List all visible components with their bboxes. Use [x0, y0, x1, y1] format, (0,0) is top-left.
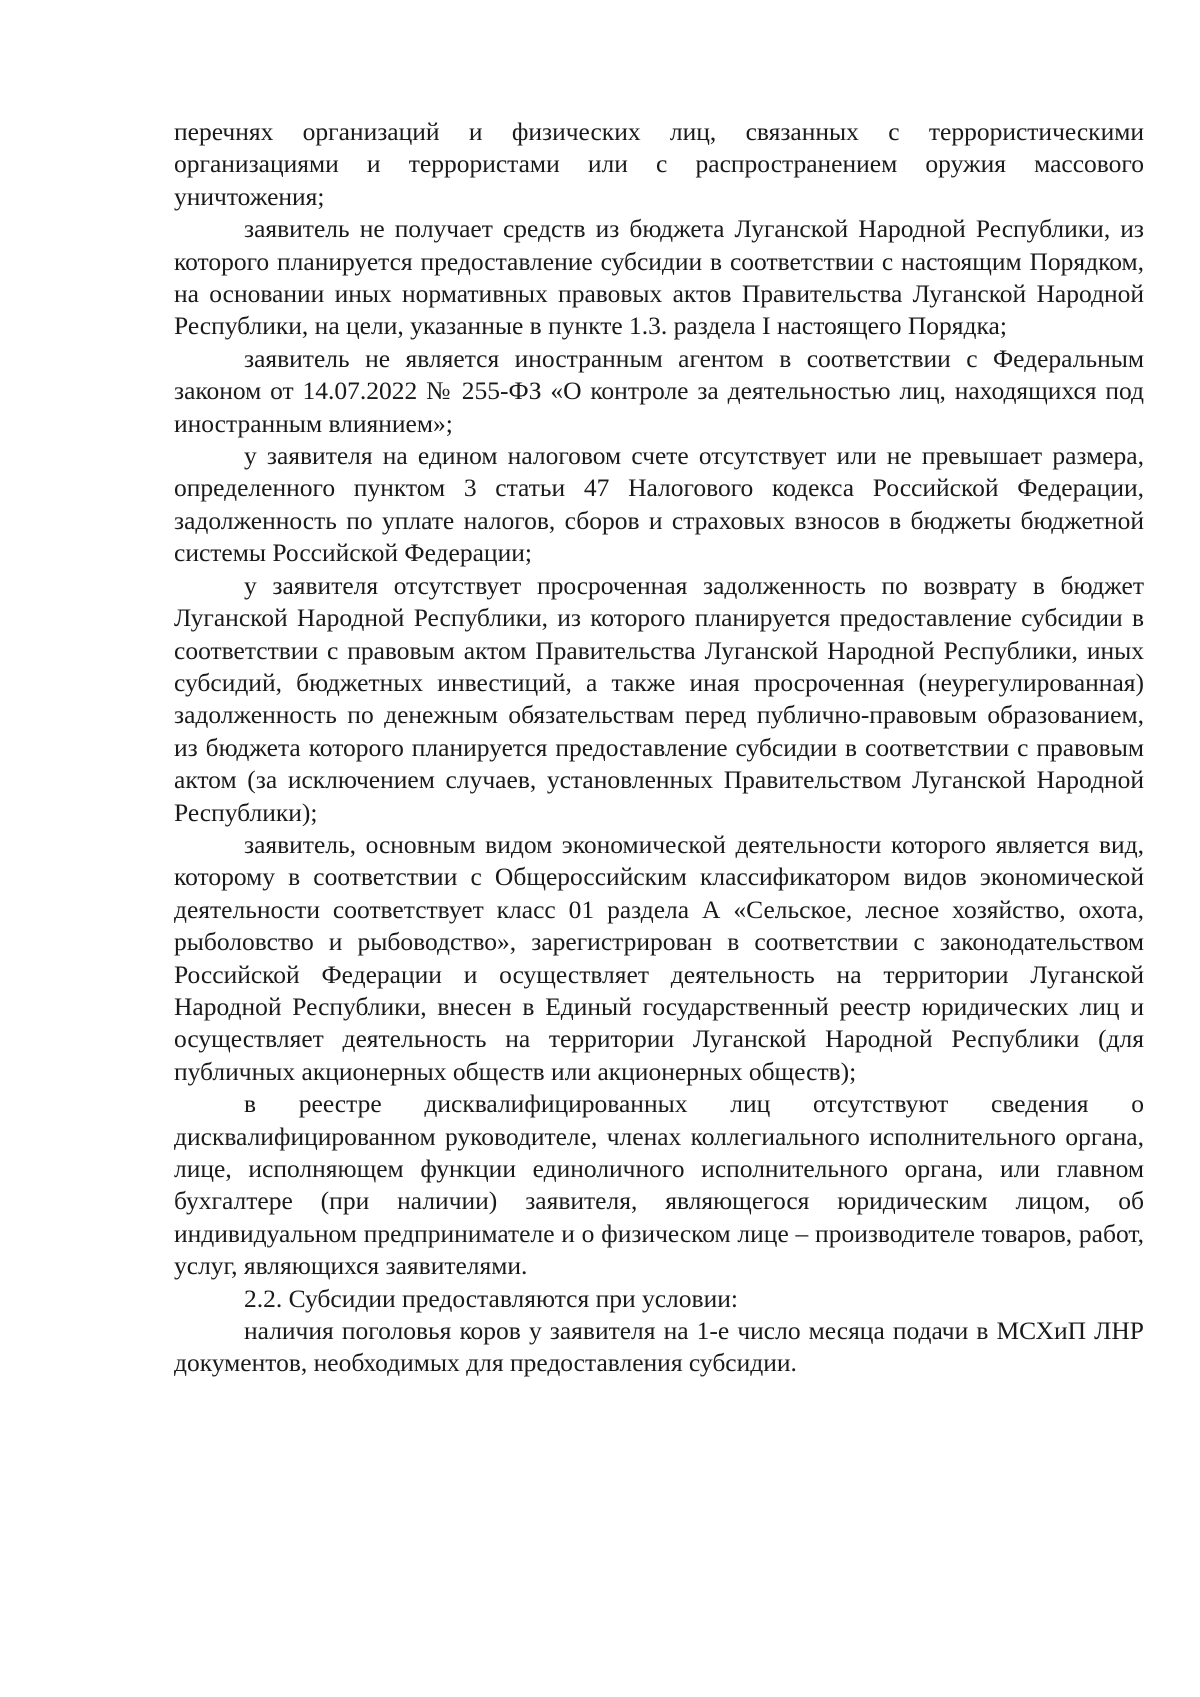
- paragraph-disqualified-persons: в реестре дисквалифицированных лиц отсутствуют сведения о дисквалифицированном руководителе, членах коллегиального исполнительного органа, лице, исполняющем функции единоличного исполнительного органа, или главном бухгалтере (при наличии) заявителя, являющегося юридическим лицом, об индивидуальном предпринимателе и о физическом лице – производителе товаров, работ, услуг, являющихся заявителями.: [174, 1089, 1144, 1281]
- paragraph-cow-livestock-condition: наличия поголовья коров у заявителя на 1-е число месяца подачи в МСХиП ЛНР документов, необходимых для предоставления субсидии.: [174, 1316, 1144, 1378]
- paragraph-section-2-2-heading: 2.2. Субсидии предоставляются при условии:: [244, 1283, 738, 1313]
- paragraph-overdue-debt: у заявителя отсутствует просроченная задолженность по возврату в бюджет Луганской Народной Республики, из которого планируется предоставление субсидии в соответствии с правовым актом Правительства Луганской Народной Республики, иных субсидий, бюджетных инвестиций, а также иная просроченная (неурегулированная) задолженность по денежным обязательствам перед публично-правовым образованием, из бюджета которого планируется предоставление субсидии в соответствии с правовым актом (за исключением случаев, установленных Правительством Луганской Народной Республики);: [174, 570, 1144, 827]
- paragraph-sanctions-lists-continuation: перечнях организаций и физических лиц, связанных с террористическими организациями и террористами или с распространением оружия массового уничтожения;: [174, 117, 1144, 211]
- paragraph-economic-activity: заявитель, основным видом экономической деятельности которого является вид, которому в соответствии с Общероссийским классификатором видов экономической деятельности соответствует класс 01 раздела А «Сельское, лесное хозяйство, охота, рыболовство и рыбоводство», зарегистрирован в соответствии с законодательством Российской Федерации и осуществляет деятельность на территории Луганской Народной Республики, внесен в Единый государственный реестр юридических лиц и осуществляет деятельность на территории Луганской Народной Республики (для публичных акционерных обществ или акционерных обществ);: [174, 829, 1144, 1086]
- paragraph-tax-debt: у заявителя на едином налоговом счете отсутствует или не превышает размера, определенного пунктом 3 статьи 47 Налогового кодекса Российской Федерации, задолженность по уплате налогов, сборов и страховых взносов в бюджеты бюджетной системы Российской Федерации;: [174, 441, 1144, 568]
- document-text-body: [174, 116, 1144, 1380]
- paragraph-not-foreign-agent: заявитель не является иностранным агентом в соответствии с Федеральным законом от 14.07.2022 № 255-ФЗ «О контроле за деятельностью лиц, находящихся под иностранным влиянием»;: [174, 343, 1144, 438]
- paragraph-no-budget-funds: заявитель не получает средств из бюджета Луганской Народной Республики, из которого планируется предоставление субсидии в соответствии с настоящим Порядком, на основании иных нормативных правовых актов Правительства Луганской Народной Республики, на цели, указанные в пункте 1.3. раздела I настоящего Порядка;: [174, 214, 1144, 341]
